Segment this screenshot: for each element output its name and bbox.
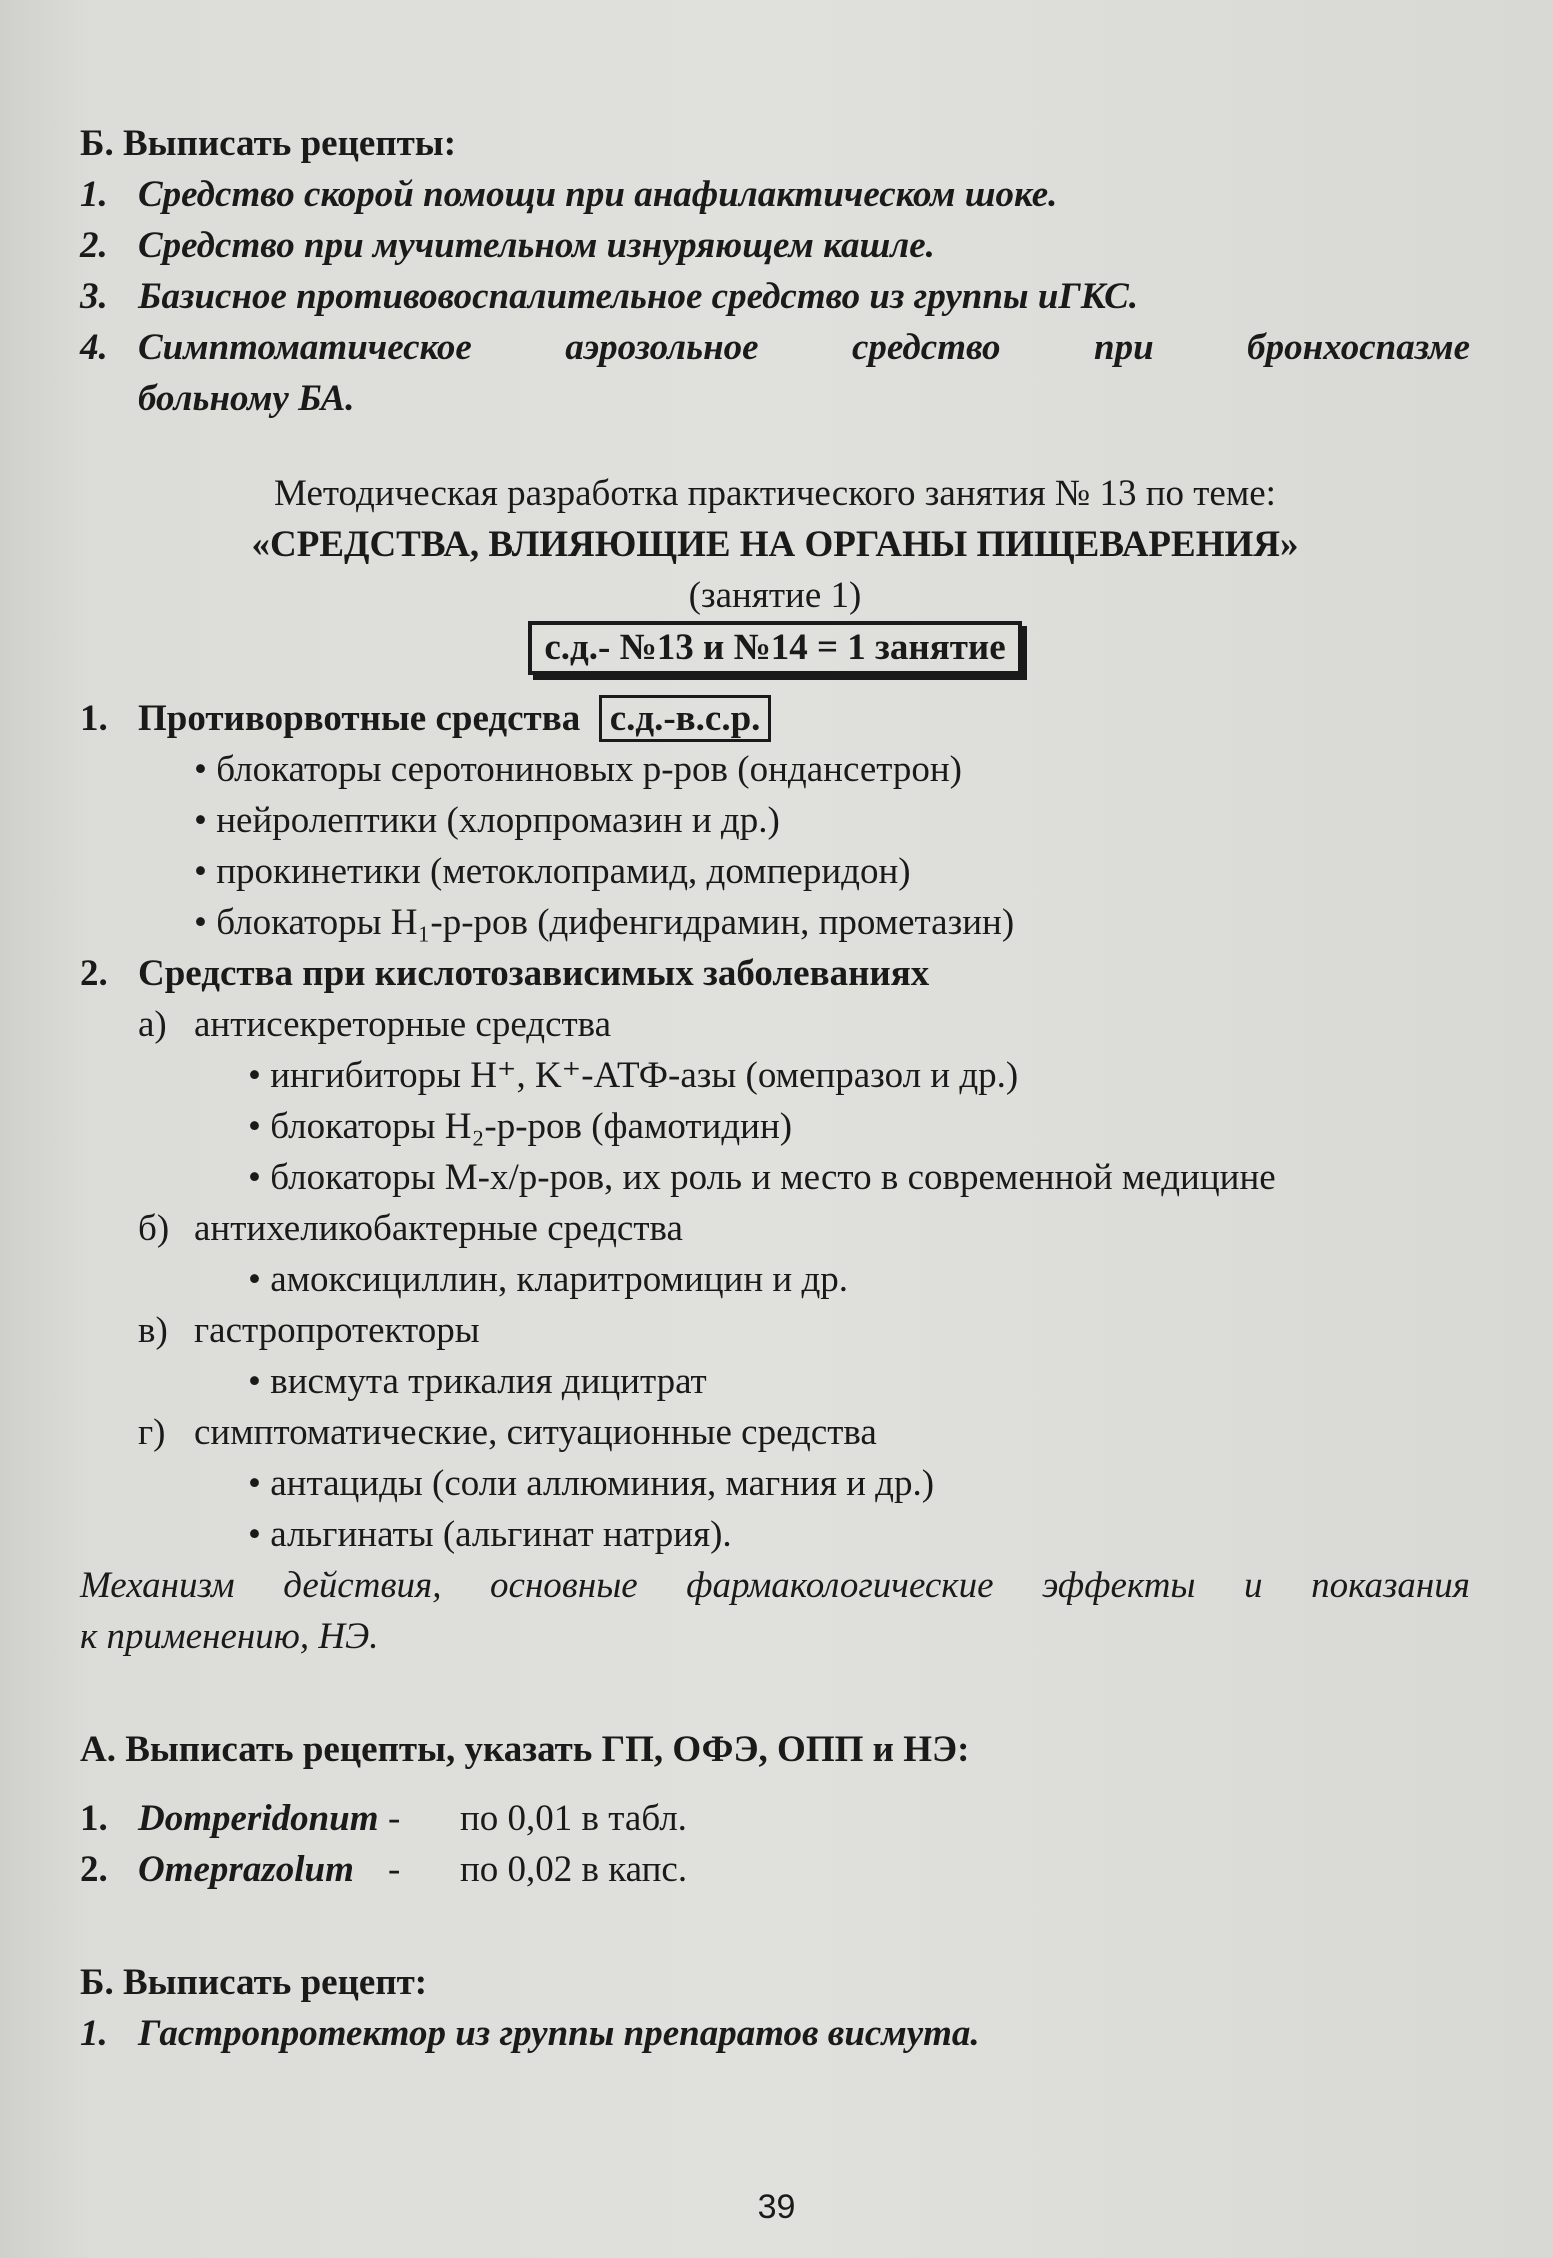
prescription-item-2 [80, 220, 1470, 271]
dose: по 0,01 в табл. [460, 1798, 687, 1839]
item-number: 4. [80, 327, 108, 368]
topic-tag: с.д.-в.с.р. [599, 695, 772, 742]
dash: - [388, 1798, 401, 1839]
group-b-row [80, 1203, 1470, 1254]
section-b2-heading: Б. Выписать рецепт: [80, 1962, 428, 2003]
topic-2-title-row [80, 948, 1470, 999]
item-number: 1. [80, 2013, 108, 2054]
group-label: антисекреторные средства [194, 1004, 612, 1045]
dash: - [388, 1849, 401, 1890]
group-a-row [80, 999, 1470, 1050]
group-letter: б) [138, 1208, 170, 1249]
topic-title: Средства при кислотозависимых заболеваниях [138, 953, 930, 994]
group-label: гастропротекторы [194, 1310, 480, 1351]
topic-title: Противорвотные средства [138, 698, 581, 739]
item-number: 2. [80, 225, 108, 266]
group-letter: в) [138, 1310, 168, 1351]
group-v-row [80, 1305, 1470, 1356]
group-label: антихеликобактерные средства [194, 1208, 683, 1249]
list-item: • амоксициллин, кларитромицин и др. [80, 1254, 1470, 1305]
item-text: Базисное противовоспалительное средство из группы иГКС. [138, 276, 1139, 317]
recipe-item-2 [80, 1844, 1470, 1895]
item-number: 1. [80, 1798, 108, 1839]
drug-name: Omeprazolum [138, 1849, 354, 1890]
page-number: 39 [757, 2188, 796, 2226]
item-number: 3. [80, 276, 108, 317]
list-item: • прокинетики (метоклопрамид, домперидон) [80, 846, 1470, 897]
section-b1-heading: Б. Выписать рецепты: [80, 123, 457, 164]
list-item: • блокаторы М-х/р-ров, их роль и место в современной медицине [80, 1152, 1470, 1203]
list-item: • блокаторы H₂-р-ров (фамотидин) [80, 1101, 1470, 1152]
group-label: симптоматические, ситуационные средства [194, 1412, 877, 1453]
prescription-item-3 [80, 271, 1470, 322]
prescription-item-b2-1 [80, 2008, 1470, 2059]
topic-1-title-row [80, 693, 1470, 744]
list-item: • блокаторы серотониновых р-ров (ондансетрон) [80, 744, 1470, 795]
topic-number: 1. [80, 698, 108, 739]
mechanism-line-2: к применению, НЭ. [80, 1616, 379, 1657]
drug-name: Domperidonum [138, 1798, 379, 1839]
list-item: • нейролептики (хлорпромазин и др.) [80, 795, 1470, 846]
prescription-item-4-cont: больному БА. [138, 378, 355, 419]
item-text: Гастропротектор из группы препаратов висмута. [138, 2013, 980, 2054]
recipe-item-1 [80, 1793, 1470, 1844]
lesson-box: с.д.- №13 и №14 = 1 занятие [528, 621, 1021, 675]
lesson-title: «СРЕДСТВА, ВЛИЯЮЩИЕ НА ОРГАНЫ ПИЩЕВАРЕНИЯ» [251, 524, 1299, 565]
item-number: 2. [80, 1849, 108, 1890]
topic-number: 2. [80, 953, 108, 994]
dose: по 0,02 в капс. [460, 1849, 688, 1890]
item-text: Симптоматическое аэрозольное средство при бронхоспазме [138, 327, 1470, 368]
item-text: Средство при мучительном изнуряющем кашле. [138, 225, 935, 266]
group-letter: а) [138, 1004, 167, 1045]
prescription-item-1 [80, 169, 1470, 220]
section-a-heading: А. Выписать рецепты, указать ГП, ОФЭ, ОПП и НЭ: [80, 1729, 970, 1770]
list-item: • ингибиторы H⁺, K⁺-АТФ-азы (омепразол и др.) [80, 1050, 1470, 1101]
group-g-row [80, 1407, 1470, 1458]
group-letter: г) [138, 1412, 166, 1453]
list-item: • антациды (соли аллюминия, магния и др.) [80, 1458, 1470, 1509]
list-item: • висмута трикалия дицитрат [80, 1356, 1470, 1407]
mechanism-line-1: Механизм действия, основные фармакологические эффекты и показания [80, 1565, 1470, 1606]
list-item: • альгинаты (альгинат натрия). [80, 1509, 1470, 1560]
lesson-note: (занятие 1) [688, 575, 862, 616]
list-item: • блокаторы H₁-р-ров (дифенгидрамин, прометазин) [80, 897, 1470, 948]
lesson-box-row [80, 621, 1470, 675]
item-number: 1. [80, 174, 108, 215]
item-text: Средство скорой помощи при анафилактическом шоке. [138, 174, 1058, 215]
prescription-item-4 [80, 322, 1470, 373]
page-content [80, 118, 1470, 2059]
lesson-intro: Методическая разработка практического занятия № 13 по теме: [274, 473, 1276, 514]
